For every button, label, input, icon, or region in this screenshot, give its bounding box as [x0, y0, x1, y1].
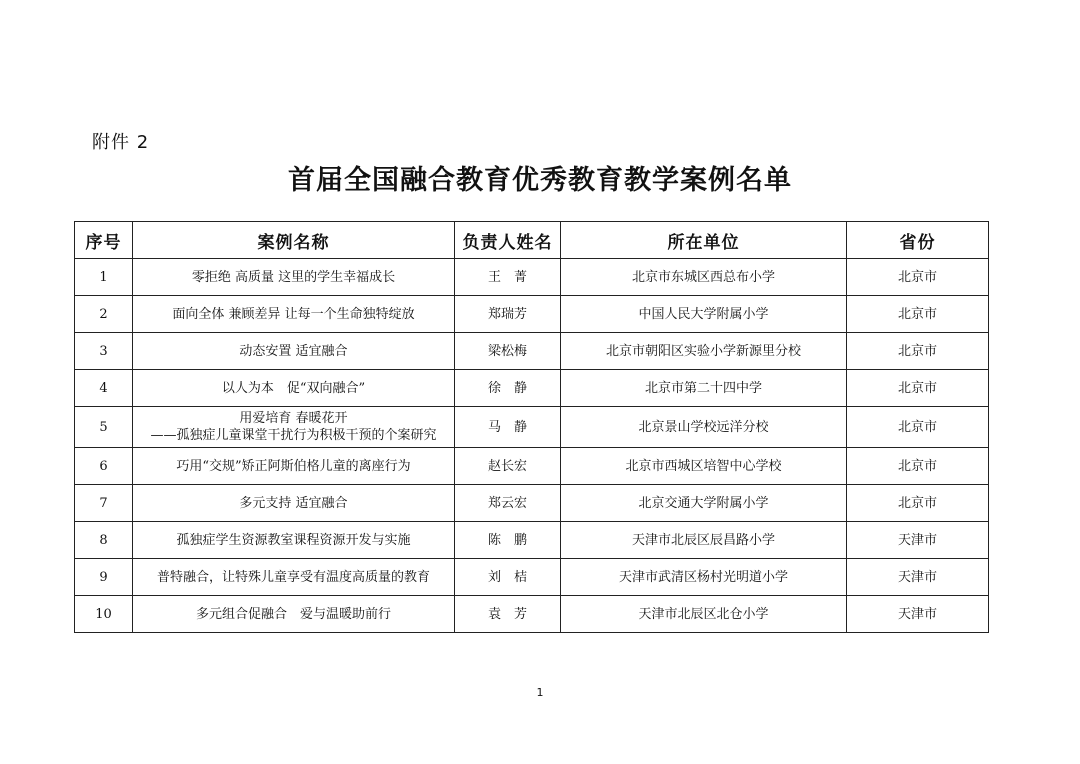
- cell-number: 10: [75, 596, 133, 633]
- cell-leader-name: 郑云宏: [455, 485, 561, 522]
- cell-case-name: [133, 370, 455, 407]
- page-number: 1: [536, 686, 544, 699]
- cell-leader-name: 郑瑞芳: [455, 296, 561, 333]
- document-title: 首届全国融合教育优秀教育教学案例名单: [288, 165, 792, 196]
- table-header-row: [75, 222, 989, 259]
- cell-number: 1: [75, 259, 133, 296]
- case-name-line: 动态安置 适宜融合: [239, 343, 348, 359]
- cell-leader-name: 徐 静: [455, 370, 561, 407]
- cell-number: 4: [75, 370, 133, 407]
- header-case-name: 案例名称: [133, 222, 455, 259]
- cell-unit: 北京市朝阳区实验小学新源里分校: [561, 333, 847, 370]
- cell-number: 5: [75, 407, 133, 448]
- cell-number: 2: [75, 296, 133, 333]
- cell-unit: 天津市北辰区辰昌路小学: [561, 522, 847, 559]
- table-row: [75, 333, 989, 370]
- cell-province: 北京市: [847, 485, 989, 522]
- cell-unit: 天津市北辰区北仓小学: [561, 596, 847, 633]
- case-name-line: ——孤独症儿童课堂干扰行为积极干预的个案研究: [150, 428, 437, 443]
- table-row: [75, 485, 989, 522]
- table-row: [75, 596, 989, 633]
- table-body: [75, 259, 989, 633]
- cell-leader-name: 陈 鹏: [455, 522, 561, 559]
- header-province: 省份: [847, 222, 989, 259]
- cell-unit: 北京市西城区培智中心学校: [561, 448, 847, 485]
- cell-province: 北京市: [847, 296, 989, 333]
- table-row: [75, 448, 989, 485]
- header-number: 序号: [75, 222, 133, 259]
- cell-leader-name: 袁 芳: [455, 596, 561, 633]
- cell-unit: 北京市东城区西总布小学: [561, 259, 847, 296]
- cell-case-name: [133, 522, 455, 559]
- case-name-line: 用爱培育 春暖花开: [239, 411, 348, 426]
- cell-unit: 北京市第二十四中学: [561, 370, 847, 407]
- cell-unit: 中国人民大学附属小学: [561, 296, 847, 333]
- table-row: [75, 407, 989, 448]
- header-leader-name: 负责人姓名: [455, 222, 561, 259]
- cell-number: 7: [75, 485, 133, 522]
- cell-province: 北京市: [847, 259, 989, 296]
- cell-province: 北京市: [847, 448, 989, 485]
- cell-case-name: [133, 485, 455, 522]
- table-row: [75, 559, 989, 596]
- cell-unit: 北京景山学校远洋分校: [561, 407, 847, 448]
- case-list-table: [74, 221, 989, 633]
- cell-unit: 北京交通大学附属小学: [561, 485, 847, 522]
- table-row: [75, 370, 989, 407]
- cell-case-name: [133, 596, 455, 633]
- case-name-line: 零拒绝 高质量 这里的学生幸福成长: [191, 269, 396, 285]
- cell-leader-name: 马 静: [455, 407, 561, 448]
- cell-case-name: [133, 259, 455, 296]
- cell-leader-name: 王 菁: [455, 259, 561, 296]
- cell-province: 北京市: [847, 407, 989, 448]
- case-name-line: 孤独症学生资源教室课程资源开发与实施: [176, 532, 411, 548]
- cell-province: 北京市: [847, 370, 989, 407]
- cell-case-name: [133, 448, 455, 485]
- case-name-line: 巧用“交规”矫正阿斯伯格儿童的离座行为: [176, 458, 411, 474]
- case-name-line: 面向全体 兼顾差异 让每一个生命独特绽放: [172, 306, 415, 322]
- table-row: [75, 296, 989, 333]
- cell-case-name: [133, 296, 455, 333]
- table-row: [75, 522, 989, 559]
- cell-number: 8: [75, 522, 133, 559]
- cell-province: 天津市: [847, 559, 989, 596]
- case-name-line: 以人为本 促“双向融合”: [221, 380, 366, 396]
- cell-number: 3: [75, 333, 133, 370]
- header-unit: 所在单位: [561, 222, 847, 259]
- cell-leader-name: 赵长宏: [455, 448, 561, 485]
- cell-leader-name: 刘 桔: [455, 559, 561, 596]
- cell-unit: 天津市武清区杨村光明道小学: [561, 559, 847, 596]
- case-name-line: 多元组合促融合 爱与温暖助前行: [195, 606, 391, 622]
- cell-province: 天津市: [847, 522, 989, 559]
- cell-case-name: [133, 333, 455, 370]
- cell-leader-name: 梁松梅: [455, 333, 561, 370]
- cell-case-name: [133, 559, 455, 596]
- case-name-line: 普特融合，让特殊儿童享受有温度高质量的教育: [156, 569, 430, 585]
- cell-number: 6: [75, 448, 133, 485]
- table-row: [75, 259, 989, 296]
- case-name-line: 多元支持 适宜融合: [239, 495, 348, 511]
- cell-number: 9: [75, 559, 133, 596]
- cell-case-name: [133, 407, 455, 448]
- cell-province: 北京市: [847, 333, 989, 370]
- cell-province: 天津市: [847, 596, 989, 633]
- attachment-label: 附件 2: [92, 132, 150, 153]
